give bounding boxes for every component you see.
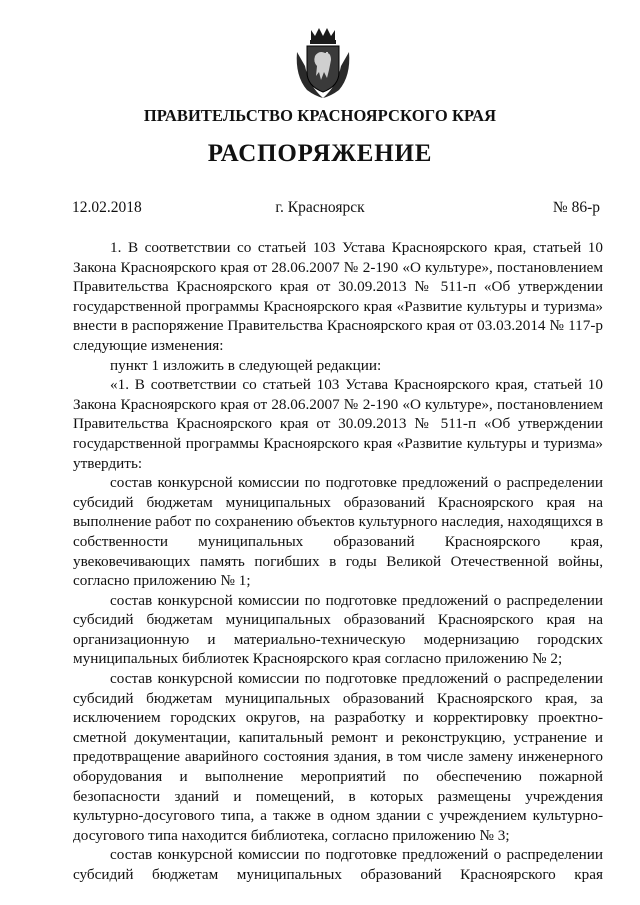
- document-city: г. Красноярск: [275, 199, 365, 216]
- body-paragraph: состав конкурсной комиссии по подготовке предложений о распределении субсидий бюджетам муниципальных образований Красноярского края на выполнение работ по сохранению объектов культурного наследия, находящихся в собственности муниципальных образований Красноярского края, увековечивающих память погибших в годы Великой Отечественной войны, согласно приложению № 1;: [73, 474, 603, 590]
- document-type-heading: РАСПОРЯЖЕНИЕ: [207, 140, 433, 167]
- body-paragraph: состав конкурсной комиссии по подготовке предложений о распределении субсидий бюджетам муниципальных образований Красноярского края, за исключением городских округов, на разработку и корректировку проектно-сметной документации, капитальный ремонт и реконструкцию, устранение и предотвращение аварийного состояния здания, в том числе замену инженерного оборудования и выполнение мероприятий по обеспечению пожарной безопасности зданий и помещений, в которых размещены учреждения культурно-досугового типа, а также в одном здании с учреждением культурно-досугового типа находится библиотека, согласно приложению № 3;: [73, 670, 603, 844]
- coat-of-arms-icon: [293, 26, 353, 100]
- document-date: 12.02.2018: [72, 199, 142, 216]
- government-title: ПРАВИТЕЛЬСТВО КРАСНОЯРСКОГО КРАЯ: [143, 106, 497, 125]
- body-paragraph: пункт 1 изложить в следующей редакции:: [110, 356, 382, 374]
- body-paragraph: состав конкурсной комиссии по подготовке предложений о распределении субсидий бюджетам муниципальных образований Красноярского края на организационную и материально-техническую модернизацию городских муниципальных библиотек Красноярского края согласно приложению № 2;: [73, 591, 603, 668]
- body-paragraph: «1. В соответствии со статьей 103 Устава Красноярского края, статьей 10 Закона Красноярского края от 28.06.2007 № 2-190 «О культуре», постановлением Правительства Красноярского края от 30.09.2013 № 511-п «Об утверждении государственной программы Красноярского края «Развитие культуры и туризма» утвердить:: [73, 376, 603, 472]
- body-paragraph: состав конкурсной комиссии по подготовке предложений о распределении субсидий бюджетам муниципальных образований Красноярского края: [73, 846, 603, 883]
- body-paragraph: 1. В соответствии со статьей 103 Устава Красноярского края, статьей 10 Закона Красноярского края от 28.06.2007 № 2-190 «О культуре», постановлением Правительства Красноярского края от 30.09.2013 № 511-п «Об утверждении государственной программы Красноярского края «Развитие культуры и туризма» внести в распоряжение Правительства Красноярского края от 03.03.2014 № 117-р следующие изменения:: [73, 239, 603, 354]
- document-body: [73, 238, 603, 885]
- document-number: № 86-р: [552, 199, 600, 216]
